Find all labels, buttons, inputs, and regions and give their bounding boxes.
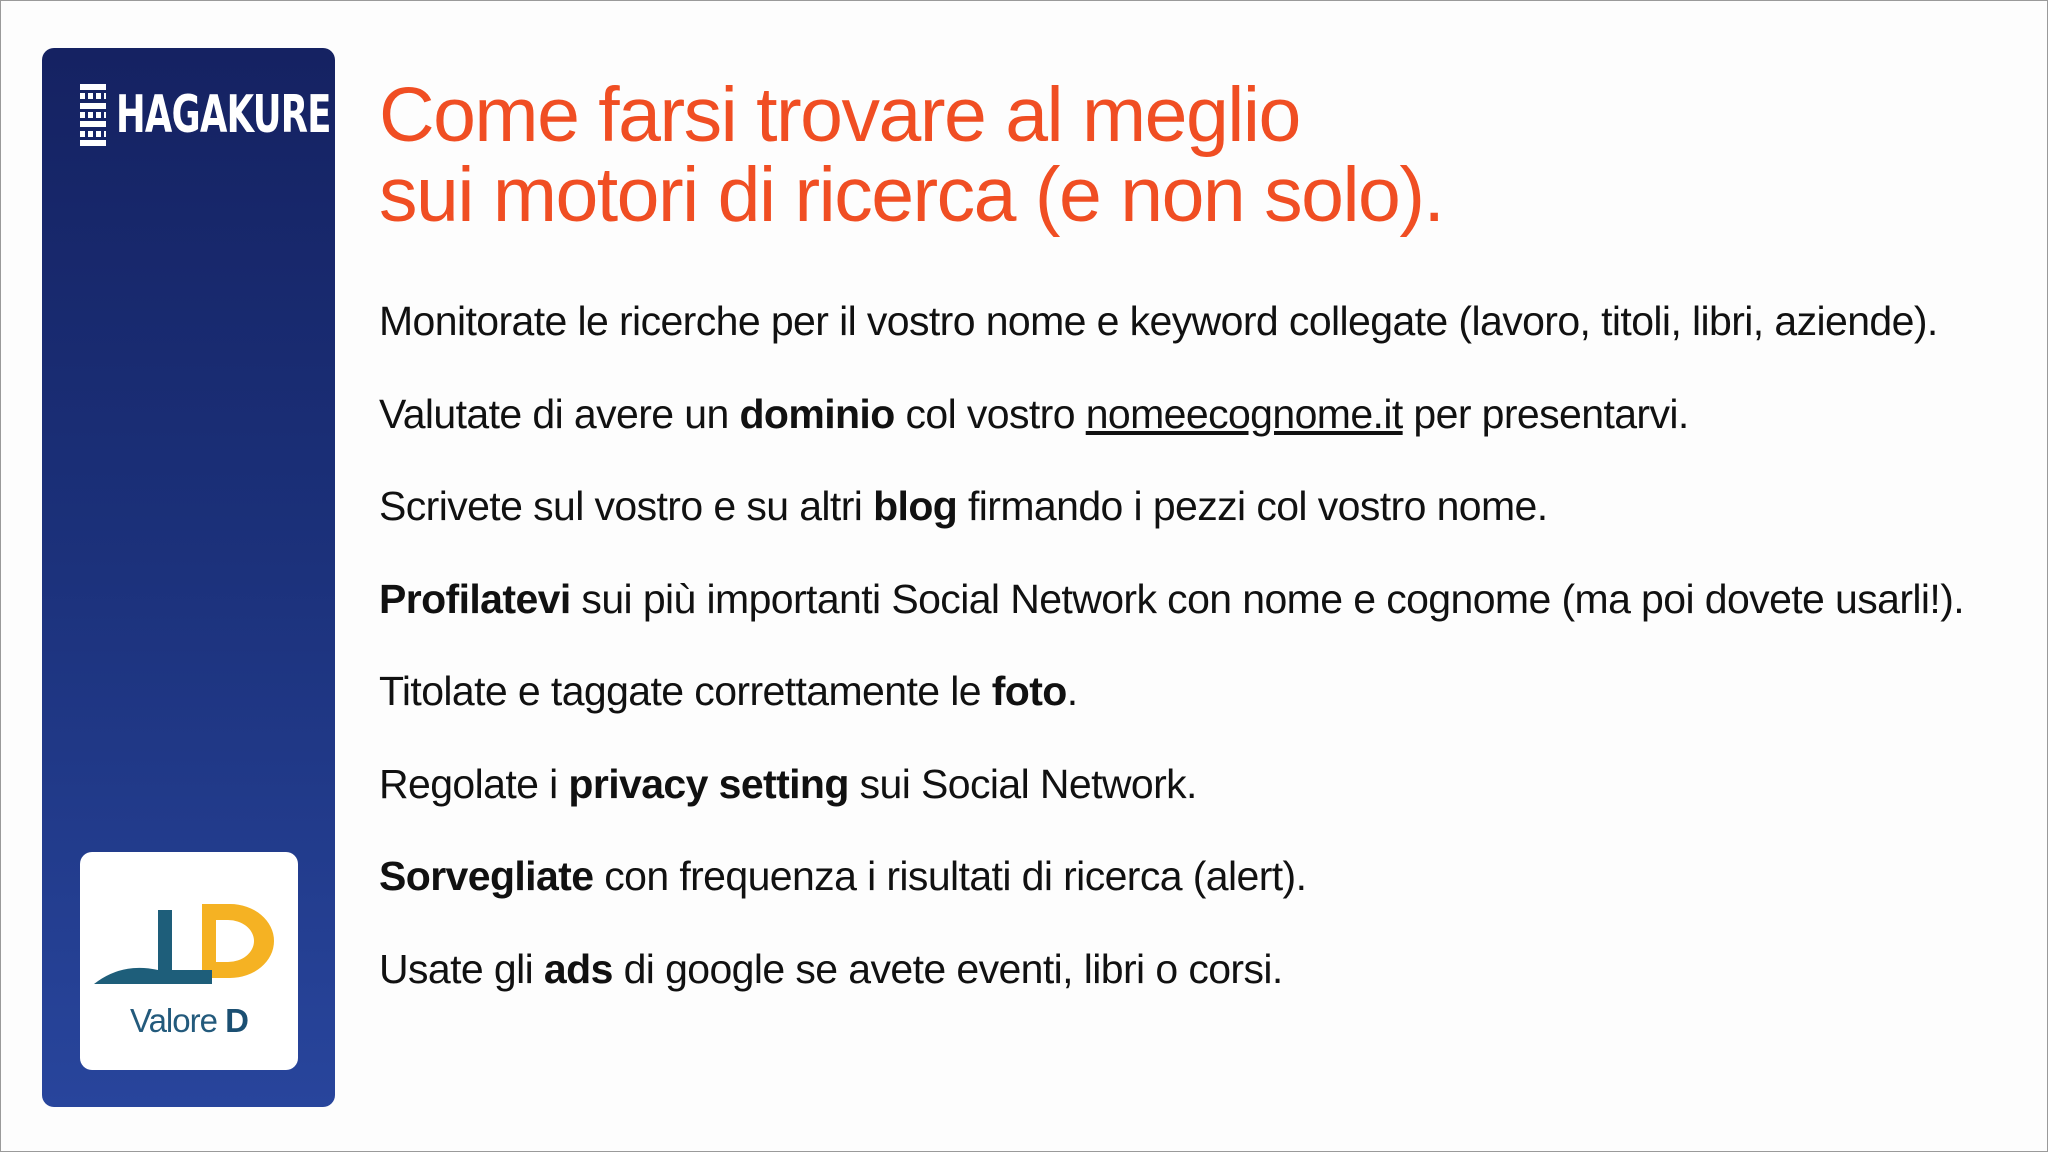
brand-mark-icon xyxy=(80,84,106,146)
tip-privacy: Regolate i privacy setting sui Social Network. xyxy=(379,760,1197,807)
slide-title xyxy=(379,72,1444,238)
partner-logo-icon xyxy=(92,892,286,1002)
brand-name: HAGAKURE xyxy=(116,85,331,145)
slide-title-line-2: sui motori di ricerca (e non solo). xyxy=(379,152,1444,238)
tip-ads: Usate gli ads di google se avete eventi, libri o corsi. xyxy=(379,945,1283,992)
partner-logo-card xyxy=(80,852,298,1070)
tip-monitor-alerts: Sorvegliate con frequenza i risultati di ricerca (alert). xyxy=(379,853,1307,899)
tip-monitor: Monitorate le ricerche per il vostro nome e keyword collegate (lavoro, titoli, libri, aziende). xyxy=(379,298,1938,344)
tip-blog: Scrivete sul vostro e su altri blog firmando i pezzi col vostro nome. xyxy=(379,483,1548,529)
tip-photo: Titolate e taggate correttamente le foto. xyxy=(379,668,1078,714)
tip-domain: Valutate di avere un dominio col vostro nomeecognome.it per presentarvi. xyxy=(379,390,1689,437)
slide-title-line-1: Come farsi trovare al meglio xyxy=(379,72,1300,158)
domain-link[interactable]: nomeecognome.it xyxy=(1085,390,1403,437)
sidebar-panel xyxy=(42,48,335,1107)
tips-list xyxy=(379,293,1964,1033)
tip-profile: Profilatevi sui più importanti Social Network con nome e cognome (ma poi dovete usarli!). xyxy=(379,575,1965,622)
partner-name: Valore D xyxy=(130,1002,248,1039)
